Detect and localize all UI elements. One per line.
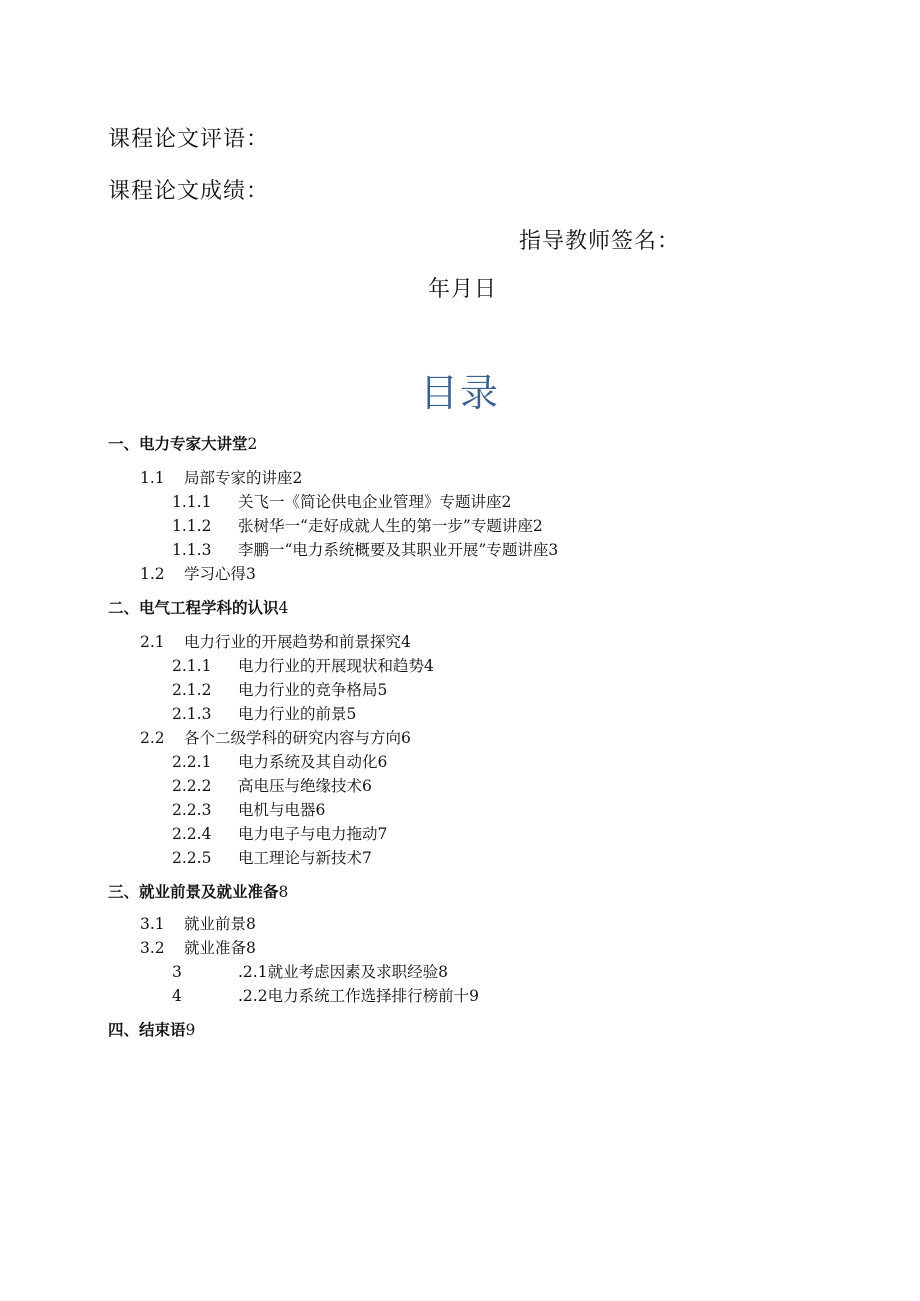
toc-entry-title: 李鹏一“电力系统概要及其职业开展”专题讲座 bbox=[238, 541, 549, 559]
toc-entry-number: 3 bbox=[172, 963, 182, 981]
toc-entry-page: 6 bbox=[362, 777, 372, 795]
toc-entry-number: 2.2.3 bbox=[172, 801, 212, 819]
toc-entry-title: 就业前景及就业准备 bbox=[139, 883, 279, 901]
toc-entry-number: 一、 bbox=[108, 435, 140, 453]
toc-entry-page: 4 bbox=[401, 633, 411, 651]
toc-entry[interactable] bbox=[172, 490, 511, 512]
toc-entry-title: 电力行业的开展趋势和前景探究 bbox=[184, 633, 402, 651]
toc-entry-title: 电力专家大讲堂 bbox=[139, 435, 248, 453]
toc-entry-page: 7 bbox=[377, 825, 388, 843]
toc-entry-title: 高电压与绝缘技术 bbox=[238, 777, 363, 795]
toc-entry-title: 关飞一《简论供电企业管理》专题讲座 bbox=[238, 493, 502, 511]
toc-entry[interactable] bbox=[108, 880, 288, 902]
toc-entry-number: 1.2 bbox=[140, 565, 165, 583]
toc-entry[interactable] bbox=[172, 798, 325, 820]
toc-entry[interactable] bbox=[172, 774, 372, 796]
toc-entry-number: 1.1.1 bbox=[172, 493, 212, 511]
toc-entry-number: 1.1 bbox=[140, 469, 165, 487]
toc-entry-number: 3.1 bbox=[140, 915, 165, 933]
toc-entry-title: .2.1就业考虑因素及求职经验 bbox=[238, 963, 439, 981]
toc-entry[interactable] bbox=[172, 846, 372, 868]
toc-entry-page: 2 bbox=[532, 517, 543, 535]
toc-entry-page: 6 bbox=[315, 801, 326, 819]
toc-entry-title: 结束语 bbox=[139, 1021, 186, 1039]
toc-entry-page: 5 bbox=[377, 681, 388, 699]
toc-entry-number: 四、 bbox=[108, 1021, 140, 1039]
toc-entry-title: .2.2电力系统工作选择排行榜前十 bbox=[238, 987, 470, 1005]
toc-entry-page: 8 bbox=[246, 915, 256, 933]
toc-entry-title: 电气工程学科的认识 bbox=[139, 599, 279, 617]
toc-entry-number: 2.2.5 bbox=[172, 849, 212, 867]
teacher-signature-label: 指导教师签名： bbox=[519, 229, 681, 254]
toc-entry[interactable] bbox=[172, 654, 434, 676]
toc-entry-number: 2.2 bbox=[140, 729, 165, 747]
toc-entry[interactable] bbox=[140, 466, 302, 488]
toc-entry[interactable] bbox=[108, 596, 288, 618]
toc-entry-page: 2 bbox=[501, 493, 512, 511]
toc-entry[interactable] bbox=[172, 678, 387, 700]
toc-entry-number: 2.2.4 bbox=[172, 825, 212, 843]
toc-entry-page: 5 bbox=[346, 705, 357, 723]
toc-entry-title: 电力系统及其自动化 bbox=[238, 753, 378, 771]
toc-entry-title: 电工理论与新技术 bbox=[238, 849, 363, 867]
toc-entry-page: 6 bbox=[377, 753, 388, 771]
toc-entry[interactable] bbox=[172, 702, 356, 724]
toc-entry-title: 电机与电器 bbox=[238, 801, 316, 819]
toc-entry[interactable] bbox=[140, 562, 256, 584]
toc-entry-page: 9 bbox=[469, 987, 479, 1005]
toc-entry-number: 二、 bbox=[108, 599, 140, 617]
date-label: 年月日 bbox=[428, 277, 498, 302]
toc-entry-title: 电力行业的竞争格局 bbox=[238, 681, 378, 699]
toc-entry-page: 2 bbox=[247, 435, 258, 453]
toc-entry[interactable] bbox=[108, 1018, 195, 1040]
toc-entry-page: 2 bbox=[292, 469, 303, 487]
toc-entry[interactable] bbox=[172, 514, 543, 536]
toc-entry[interactable] bbox=[172, 822, 387, 844]
toc-entry-title: 电力行业的开展现状和趋势 bbox=[238, 657, 425, 675]
toc-entry-page: 8 bbox=[246, 939, 256, 957]
toc-entry-number: 4 bbox=[172, 987, 182, 1005]
toc-entry-title: 局部专家的讲座 bbox=[184, 469, 293, 487]
toc-entry-page: 3 bbox=[246, 565, 256, 583]
toc-entry-title: 就业准备 bbox=[184, 939, 247, 957]
toc-entry-page: 8 bbox=[438, 963, 448, 981]
toc-entry-number: 3.2 bbox=[140, 939, 165, 957]
toc-entry[interactable] bbox=[108, 432, 257, 454]
toc-entry[interactable] bbox=[140, 936, 256, 958]
toc-entry[interactable] bbox=[172, 960, 448, 982]
course-grade-label: 课程论文成绩： bbox=[108, 179, 270, 204]
toc-entry[interactable] bbox=[172, 538, 558, 560]
toc-entry-page: 3 bbox=[548, 541, 559, 559]
toc-entry-page: 4 bbox=[278, 599, 289, 617]
toc-entry[interactable] bbox=[172, 984, 479, 1006]
toc-entry[interactable] bbox=[140, 630, 411, 652]
toc-entry-title: 电力行业的前景 bbox=[238, 705, 347, 723]
toc-entry-title: 就业前景 bbox=[184, 915, 247, 933]
toc-entry-number: 2.1 bbox=[140, 633, 165, 651]
toc-entry-title: 电力电子与电力拖动 bbox=[238, 825, 378, 843]
toc-entry-number: 2.2.2 bbox=[172, 777, 212, 795]
course-comment-label: 课程论文评语： bbox=[108, 127, 270, 152]
toc-entry-title: 学习心得 bbox=[184, 565, 247, 583]
toc-entry-page: 6 bbox=[401, 729, 411, 747]
toc-entry-title: 各个二级学科的研究内容与方向 bbox=[184, 729, 402, 747]
toc-entry-number: 1.1.3 bbox=[172, 541, 212, 559]
toc-entry-page: 8 bbox=[278, 883, 289, 901]
toc-entry-number: 2.2.1 bbox=[172, 753, 212, 771]
toc-entry-number: 2.1.3 bbox=[172, 705, 212, 723]
toc-entry-page: 7 bbox=[362, 849, 372, 867]
toc-entry[interactable] bbox=[140, 726, 411, 748]
toc-entry-number: 2.1.2 bbox=[172, 681, 212, 699]
toc-entry-page: 9 bbox=[185, 1021, 196, 1039]
toc-entry-page: 4 bbox=[424, 657, 434, 675]
toc-entry-number: 1.1.2 bbox=[172, 517, 212, 535]
toc-entry-number: 三、 bbox=[108, 883, 140, 901]
toc-entry-number: 2.1.1 bbox=[172, 657, 212, 675]
toc-entry-title: 张树华一“走好成就人生的第一步”专题讲座 bbox=[238, 517, 533, 535]
toc-entry[interactable] bbox=[172, 750, 387, 772]
toc-title: 目录 bbox=[419, 371, 500, 415]
toc-entry[interactable] bbox=[140, 912, 256, 934]
